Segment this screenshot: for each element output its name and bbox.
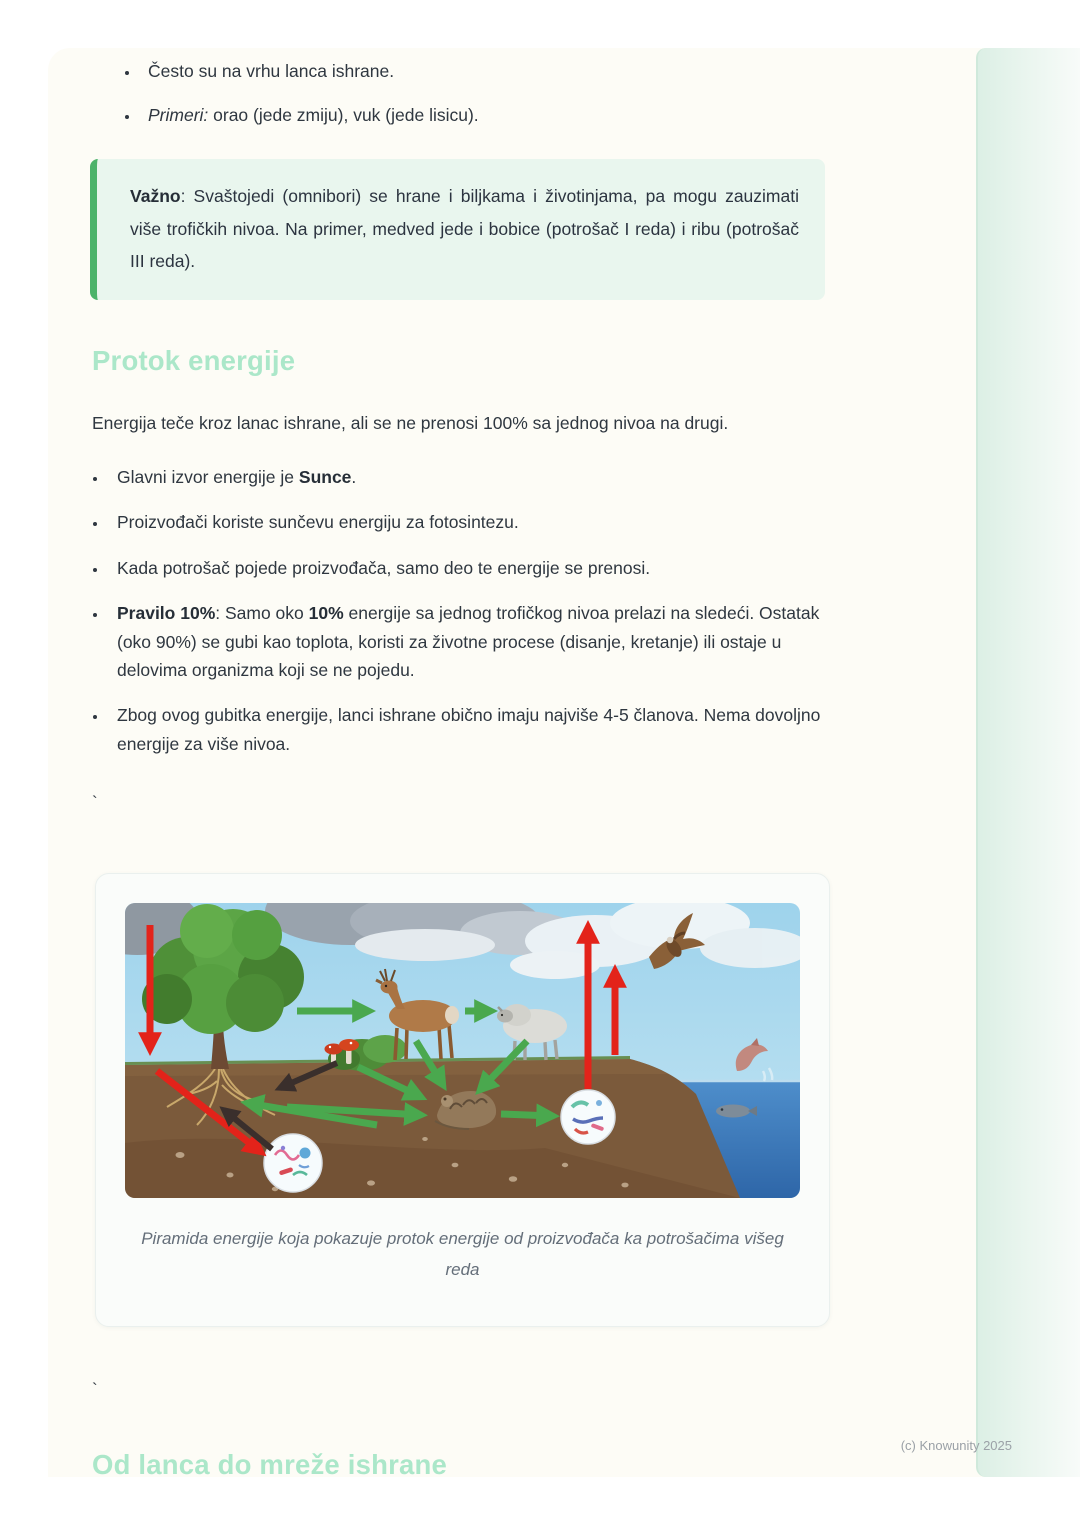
page-content (92, 48, 825, 1486)
list-item (140, 58, 825, 85)
list-item-label: Primeri: (148, 105, 209, 126)
tertiary-consumers-list (92, 48, 825, 129)
list-item-text: : Samo oko (215, 603, 309, 624)
carcass (435, 1091, 496, 1129)
copyright-note: (c) Knowunity 2025 (900, 1438, 1012, 1453)
energy-flow-list (92, 463, 825, 758)
list-item-text: Često su na vrhu lanca ishrane. (148, 61, 395, 81)
list-item (108, 463, 825, 491)
list-item-bold: 10% (308, 603, 344, 624)
list-item-text: energije sa jednog trofičkog nivoa prelazi na sledeći. Ostatak (oko 90%) se gubi kao toplota, koristi za životne procese (disanje, kretanje) ili ostaje u delovima organizma koji se ne pojedu. (117, 603, 820, 680)
stray-backtick: ` (92, 1379, 98, 1399)
list-item (108, 554, 825, 582)
section-heading-protok-energije: Protok energije (92, 345, 296, 377)
list-item-text: Kada potrošač pojede proizvođača, samo deo te energije se prenosi. (117, 557, 651, 578)
list-item (108, 701, 825, 758)
list-item (108, 599, 825, 684)
decomposer-circle-right (561, 1090, 615, 1144)
list-item-text: . (351, 467, 357, 488)
ecosystem-energy-flow-illustration (125, 903, 800, 1198)
figure-card (95, 873, 830, 1327)
list-item-text: Proizvođači koriste sunčevu energiju za fotosintezu. (117, 512, 519, 533)
list-item (108, 508, 825, 536)
section-heading-od-lanca: Od lanca do mreže ishrane (92, 1448, 447, 1480)
list-item-text: Zbog ovog gubitka energije, lanci ishrane obično imaju najviše 4-5 članova. Nema dovoljno energije za više nivoa. (117, 705, 821, 754)
list-item-text: Glavni izvor energije je (117, 467, 299, 488)
important-callout (90, 159, 825, 300)
decomposer-circle-left (264, 1134, 322, 1192)
section-intro: Energija teče kroz lanac ishrane, ali se ne prenosi 100% sa jednog nivoa na drugi. (92, 413, 729, 433)
list-item-bold: Sunce (298, 467, 352, 488)
list-item-text: orao (jede zmiju), vuk (jede lisicu). (208, 105, 479, 126)
right-accent-strip (976, 48, 1080, 1477)
stray-backtick: ` (92, 792, 98, 812)
callout-bold-label: Važno (130, 186, 181, 207)
list-item-bold: Pravilo 10% (117, 603, 216, 624)
figure-caption: Piramida energije koja pokazuje protok energije od proizvođača ka potrošačima višeg reda (141, 1228, 784, 1280)
callout-text: : Svaštojedi (omnibori) se hrane i biljkama i životinjama, pa mogu zauzimati više trofičkih nivoa. Na primer, medved jede i bobice (potrošač I reda) i ribu (potrošač III reda). (130, 186, 799, 271)
list-item (140, 102, 825, 129)
